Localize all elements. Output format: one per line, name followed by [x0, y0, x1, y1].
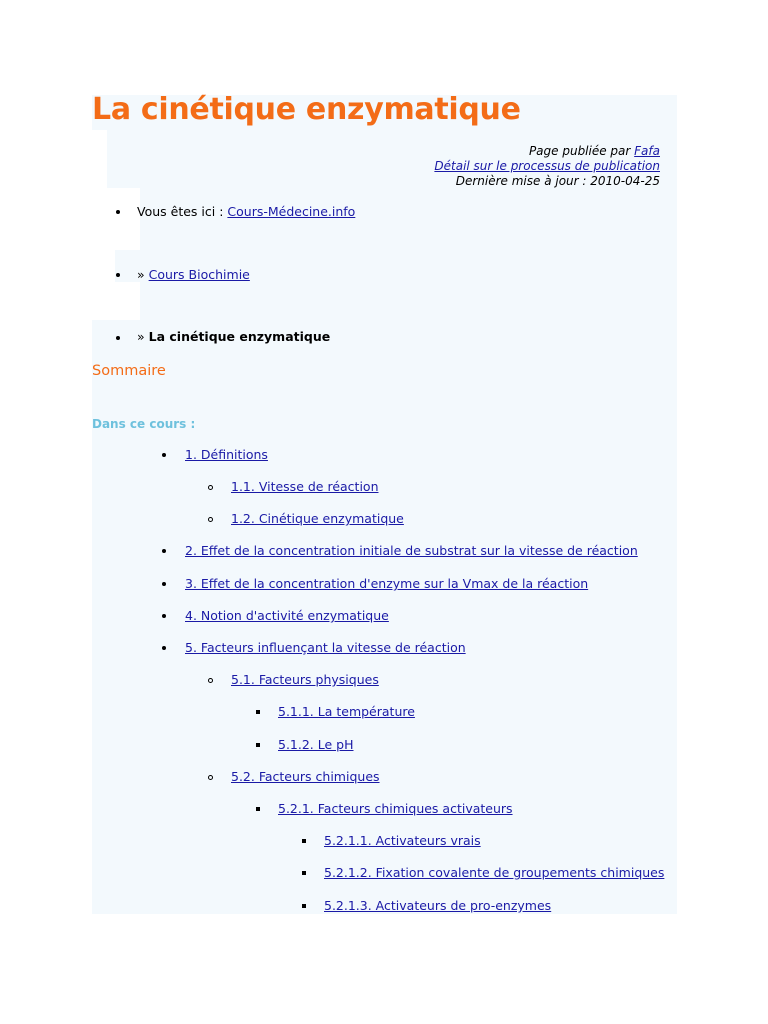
- toc-item-1-1[interactable]: 1.1. Vitesse de réaction: [231, 479, 379, 494]
- publication-process-link[interactable]: Détail sur le processus de publication: [434, 159, 660, 173]
- page-title: La cinétique enzymatique: [92, 92, 521, 127]
- toc-item-5-2[interactable]: 5.2. Facteurs chimiques: [231, 769, 380, 784]
- published-by-line: [529, 144, 660, 158]
- toc-item-1-2[interactable]: 1.2. Cinétique enzymatique: [231, 511, 404, 526]
- bullet-square: [302, 871, 306, 875]
- breadcrumb-current-label: La cinétique enzymatique: [148, 329, 331, 344]
- bullet-circle: [208, 775, 213, 780]
- toc-item-5-2-1[interactable]: 5.2.1. Facteurs chimiques activateurs: [278, 801, 513, 816]
- breadcrumb-separator: »: [137, 267, 149, 282]
- toc-item-3[interactable]: 3. Effet de la concentration d'enzyme sur la Vmax de la réaction: [185, 576, 589, 591]
- toc-item-5-1-2[interactable]: 5.1.2. Le pH: [278, 737, 354, 752]
- toc-item-5-2-1-3[interactable]: 5.2.1.3. Activateurs de pro-enzymes: [324, 898, 552, 913]
- toc-item-5-1-1[interactable]: 5.1.1. La température: [278, 704, 415, 719]
- bullet-disc: [116, 336, 120, 340]
- bullet-disc: [162, 646, 166, 650]
- toc-item-5-2-1-1[interactable]: 5.2.1.1. Activateurs vrais: [324, 833, 481, 848]
- breadcrumb-section-link[interactable]: Cours Biochimie: [148, 267, 250, 282]
- bullet-square: [302, 839, 306, 843]
- toc-item-5[interactable]: 5. Facteurs influençant la vitesse de réaction: [185, 640, 466, 655]
- last-update: Dernière mise à jour : 2010-04-25: [455, 174, 660, 188]
- toc-item-5-1[interactable]: 5.1. Facteurs physiques: [231, 672, 379, 687]
- bullet-disc: [162, 582, 166, 586]
- bullet-circle: [208, 517, 213, 522]
- bullet-disc: [116, 210, 120, 214]
- toc-item-1[interactable]: 1. Définitions: [185, 447, 268, 462]
- bullet-circle: [208, 678, 213, 683]
- toc-item-5-2-1-2[interactable]: 5.2.1.2. Fixation covalente de groupements chimiques: [324, 865, 665, 880]
- breadcrumb-current: [137, 329, 330, 344]
- bullet-square: [256, 807, 260, 811]
- bullet-disc: [162, 614, 166, 618]
- bullet-disc: [162, 453, 166, 457]
- dans-ce-cours-heading: Dans ce cours :: [92, 417, 196, 431]
- bullet-disc: [116, 273, 120, 277]
- bullet-disc: [162, 549, 166, 553]
- toc-item-2[interactable]: 2. Effet de la concentration initiale de substrat sur la vitesse de réaction: [185, 543, 638, 558]
- author-link[interactable]: Fafa: [634, 144, 660, 158]
- bullet-square: [302, 904, 306, 908]
- breadcrumb-home-link[interactable]: Cours-Médecine.info: [227, 204, 356, 219]
- process-line: [434, 159, 660, 173]
- breadcrumb-section: [137, 267, 250, 282]
- sommaire-heading: Sommaire: [92, 363, 166, 379]
- published-by-prefix: Page publiée par: [528, 144, 635, 158]
- breadcrumb-prefix: Vous êtes ici :: [137, 204, 228, 219]
- breadcrumb-separator: »: [137, 329, 149, 344]
- bullet-square: [256, 743, 260, 747]
- breadcrumb-home: [137, 204, 355, 219]
- bullet-square: [256, 710, 260, 714]
- bullet-circle: [208, 485, 213, 490]
- toc-item-4[interactable]: 4. Notion d'activité enzymatique: [185, 608, 389, 623]
